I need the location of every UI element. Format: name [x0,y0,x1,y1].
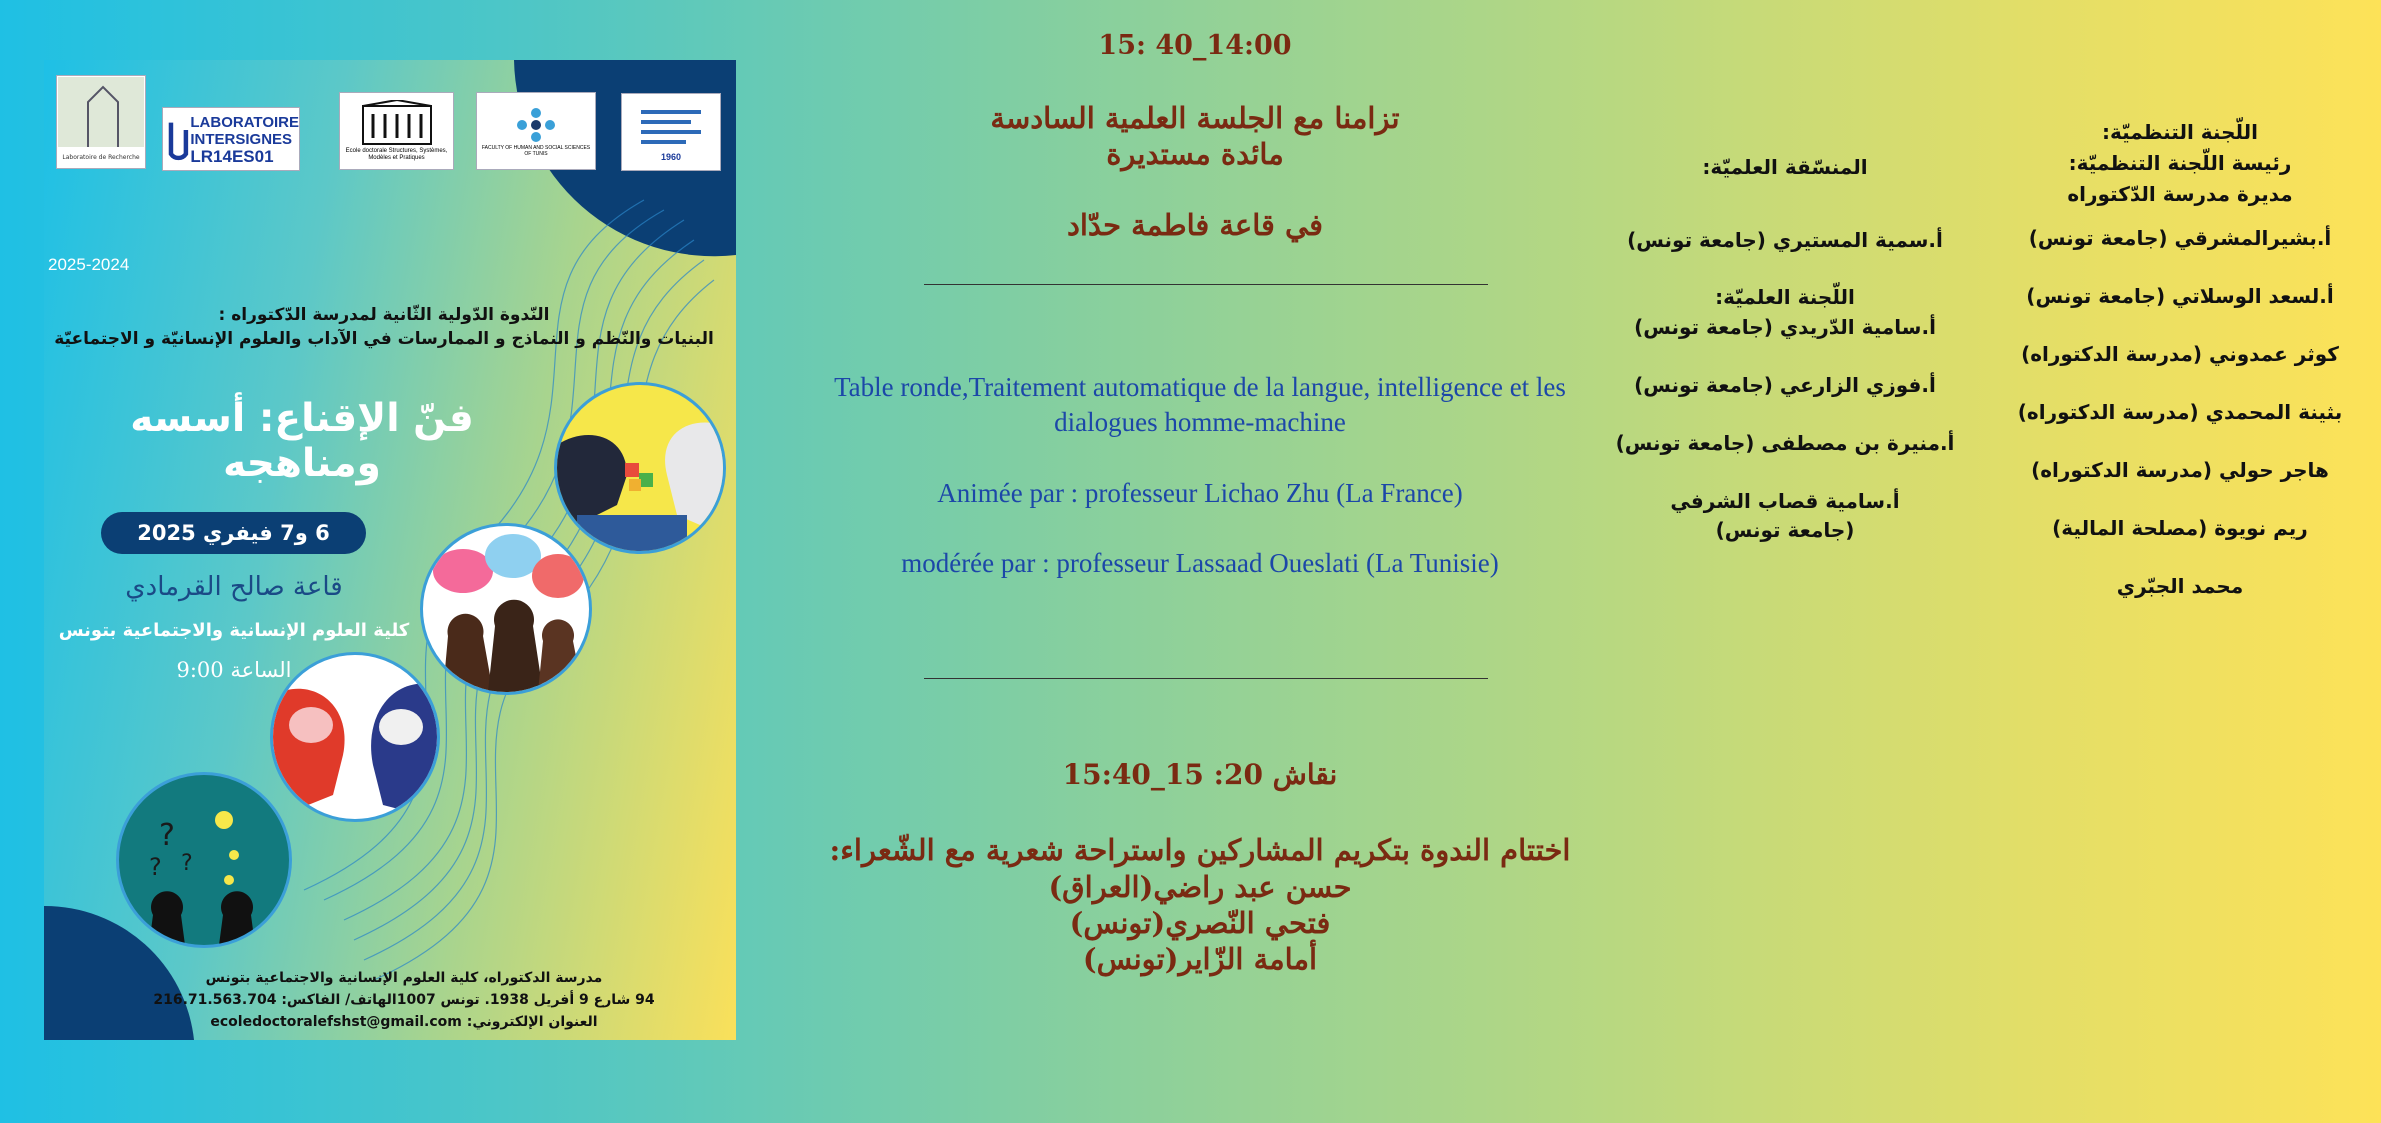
divider-top [924,284,1488,285]
scientific-member: أ.فوزي الزارعي (جامعة تونس) [1634,373,1936,397]
event-poster [44,60,736,1040]
organizing-president-label: رئيسة اللّجنة التنظميّة: [2068,151,2292,175]
roundtable-title-line2: dialogues homme-machine [1054,407,1346,437]
faculty-logo: FACULTY OF HUMAN AND SOCIAL SCIENCES OF TUNIS [476,92,596,170]
scientific-member: أ.سامية الدّريدي (جامعة تونس) [1634,315,1936,339]
organizing-member: أ.بشيرالمشرقي (جامعة تونس) [2028,226,2332,250]
faculty-name: كلية العلوم الإنسانية والاجتماعية بتونس [58,620,410,641]
date-badge: 6 و7 فيفري 2025 [101,512,366,554]
research-lab-logo [56,75,146,169]
organizing-president-title: مديرة مدرسة الدّكتوراه [2067,182,2293,206]
symposium-intro-line2: البنيات والنّظم و النماذج و الممارسات في الآداب والعلوم الإنسانيّة و الاجتماعيّة [54,329,714,349]
footer-email: العنوان الإلكتروني: ecoledoctoralefshst@gmail.com [210,1014,598,1030]
organizing-member: كوثر عمدوني (مدرسة الدكتوراه) [2021,342,2339,366]
discussion-slot: نقاش 20: 15_15:40 [1062,758,1338,791]
thinking-illustration-brains [270,652,440,822]
svg-text:?: ? [159,818,175,853]
footer-address: 94 شارع 9 أفريل 1938. تونس 1007الهاتف/ الفاكس: 216.71.563.704 [153,992,655,1008]
roundtable-label: مائدة مستديرة [1106,137,1284,171]
persuasion-illustration-heads [554,382,726,554]
symposium-intro-line1: النّدوة الدّولية الثّانية لمدرسة الدّكتوراه : [218,305,550,325]
doctoral-school-logo: Ecole doctorale Structures, Systèmes, Modèles et Pratiques [339,92,454,170]
roundtable-animator: Animée par : professeur Lichao Zhu (La France) [937,478,1463,508]
scientific-member: أ.سامية قصاب الشرفي [1670,489,1900,513]
closing-title: اختتام الندوة بتكريم المشاركين واستراحة شعرية مع الشّعراء: [829,833,1571,867]
symposium-title: فنّ الإقناع: أسسه ومناهجه [130,396,474,486]
start-time: الساعة 9:00 [176,658,292,682]
divider-bottom [924,678,1488,679]
organizing-member: ريم نويوة (مصلحة المالية) [2052,516,2308,540]
intersignes-lab-logo: LABORATOIRE INTERSIGNES LR14ES01 [162,107,300,171]
session-title: تزامنا مع الجلسة العلمية السادسة [990,101,1400,135]
scientific-coordinator-name: أ.سمية المستيري (جامعة تونس) [1627,228,1943,252]
organizing-member: أ.لسعد الوسلاتي (جامعة تونس) [2026,284,2334,308]
footer-school: مدرسة الدكتوراه، كلية العلوم الإنسانية والاجتماعية بتونس [205,970,603,986]
scientific-coordinator-heading: المنسّقة العلميّة: [1702,155,1868,179]
university-logo: 1960 [621,93,721,171]
poet-3: أمامة الزّاير(تونس) [1082,942,1318,976]
session-room: في قاعة فاطمة حدّاد [1066,208,1324,242]
discussion-illustration-speech [420,523,592,695]
ideas-illustration-questions [116,772,292,948]
session-time: 15: 40_14:00 [1098,30,1292,61]
scientific-member: أ.منيرة بن مصطفى (جامعة تونس) [1615,431,1955,455]
organizing-committee-heading: اللّجنة التنظميّة: [2101,120,2259,144]
poet-2: فتحي النّصري(تونس) [1069,906,1331,940]
organizing-member: بثينة المحمدي (مدرسة الدكتوراه) [2017,400,2343,424]
svg-text:?: ? [181,851,193,876]
organizing-member: محمد الجبّري [2116,574,2244,598]
roundtable-title-line1: Table ronde,Traitement automatique de la langue, intelligence et les [834,372,1566,402]
svg-text:?: ? [149,853,162,881]
poet-1: حسن عبد راضي(العراق) [1048,870,1352,904]
scientific-member-affiliation: (جامعة تونس) [1715,518,1855,542]
roundtable-moderator: modérée par : professeur Lassaad Oueslati (La Tunisie) [901,548,1499,578]
svg-text:Laboratoire de Recherche: Laboratoire de Recherche [62,154,140,161]
academic-year: 2025-2024 [48,255,130,274]
organizing-member: هاجر حولي (مدرسة الدكتوراه) [2031,458,2329,482]
scientific-committee-heading: اللّجنة العلميّة: [1715,285,1855,309]
hall-name: قاعة صالح القرمادي [125,572,343,602]
